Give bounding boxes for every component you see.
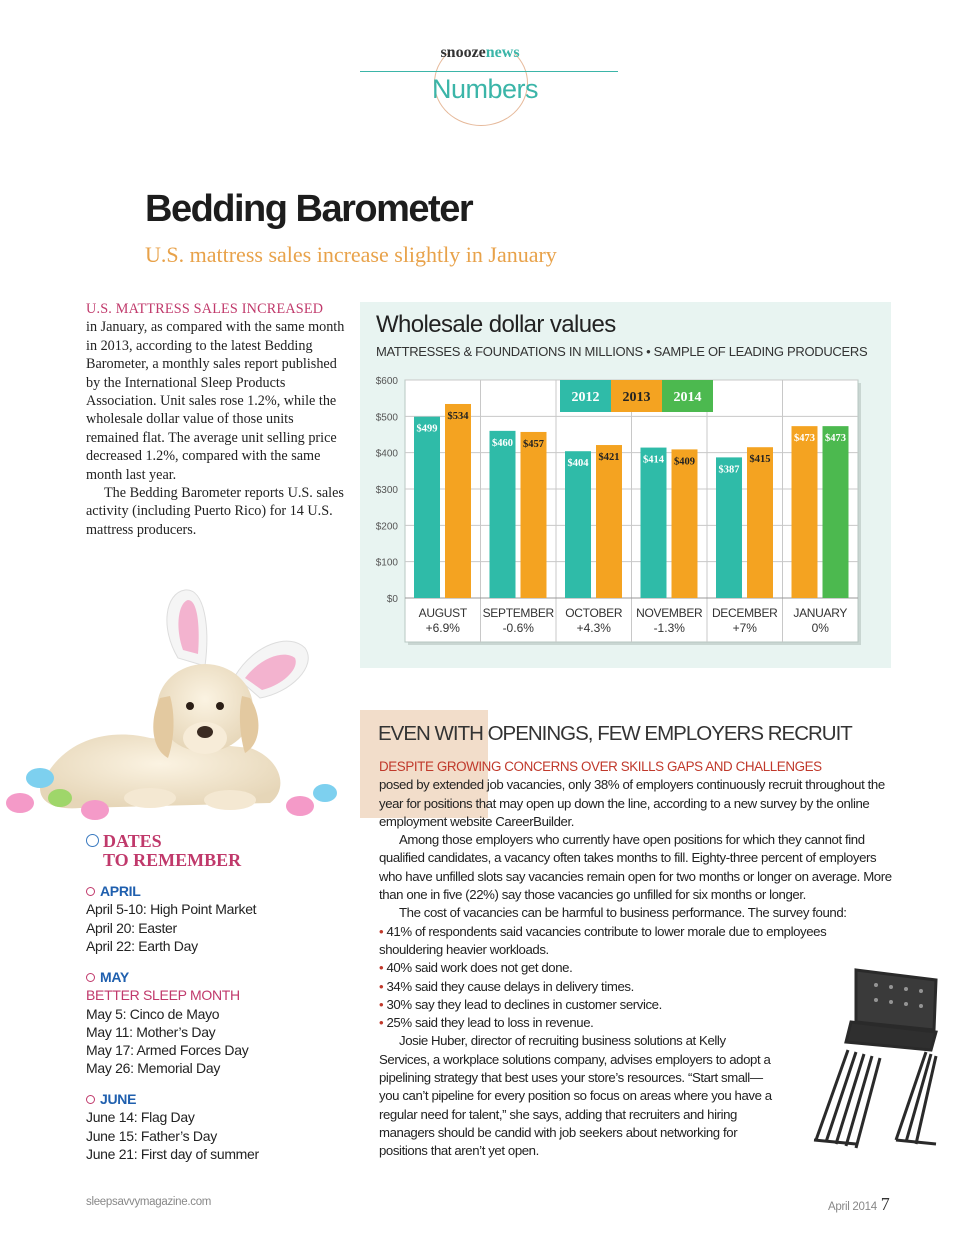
date-item: May 11: Mother’s Day — [86, 1023, 216, 1040]
may-block — [86, 968, 248, 1078]
footer-issue — [828, 1194, 890, 1215]
circle-bullet-icon — [86, 887, 95, 896]
legend-label: 2013 — [622, 390, 651, 405]
section-label: Numbers — [431, 74, 539, 104]
intro-paragraph-1 — [86, 300, 348, 484]
chart-subtitle: MATTRESSES & FOUNDATIONS IN MILLIONS • SAMPLE OF LEADING PRODUCERS — [376, 344, 868, 359]
bar-prev — [565, 451, 591, 598]
bar-value-label: $387 — [718, 464, 740, 476]
bar-value-label: $534 — [447, 410, 469, 422]
bullet-item: • 40% said work does not get done. — [379, 960, 573, 976]
bar-value-label: $409 — [674, 456, 695, 468]
page-number: 7 — [880, 1194, 890, 1214]
date-item: May 17: Armed Forces Day — [86, 1042, 249, 1059]
y-tick-label: $0 — [386, 594, 398, 605]
bar-prev — [641, 448, 667, 598]
article-title: Bedding Barometer — [145, 188, 473, 230]
dates-heading-line-1: DATES — [103, 831, 162, 851]
y-tick-label: $600 — [375, 376, 398, 387]
y-tick-label: $400 — [375, 448, 398, 460]
april-block — [86, 882, 256, 955]
brand-part-2: news — [485, 44, 520, 61]
intro-paragraph-2: The Bedding Barometer reports U.S. sales activity (including Puerto Rico) for 14 U.S. mattress producers. — [86, 485, 344, 538]
x-change-label: +6.9% — [425, 621, 460, 635]
x-category-label: JANUARY — [793, 606, 848, 620]
bar-prev — [490, 431, 516, 598]
bar-value-label: $421 — [598, 452, 620, 464]
y-tick-label: $100 — [375, 557, 398, 569]
y-tick-label: $200 — [375, 521, 398, 533]
puppy-with-bunny-ears-illustration — [0, 588, 345, 828]
bar-value-label: $460 — [492, 437, 513, 449]
brand-part-1: snooze — [440, 44, 486, 61]
bar-value-label: $473 — [825, 433, 846, 445]
date-item: April 22: Earth Day — [86, 937, 198, 954]
bar-value-label: $404 — [567, 458, 589, 470]
bar-value-label: $414 — [643, 454, 664, 466]
date-item: April 5-10: High Point Market — [86, 901, 257, 918]
date-item: June 14: Flag Day — [86, 1109, 195, 1126]
bar-current — [672, 449, 698, 598]
bar-current — [823, 426, 849, 598]
recruit-paragraph-3: The cost of vacancies can be harmful to business performance. The survey found: — [399, 905, 847, 921]
bar-prev — [716, 457, 742, 598]
recruit-lead: DESPITE GROWING CONCERNS OVER SKILLS GAPS AND CHALLENGES — [379, 759, 822, 774]
issue-date: April 2014 — [828, 1201, 877, 1213]
masthead-brand — [0, 44, 960, 62]
bullet-item: • 34% said they cause delays in delivery times. — [379, 978, 634, 994]
bar-current — [596, 445, 622, 598]
bullet-item: • 25% said they lead to loss in revenue. — [379, 1015, 594, 1031]
bar-current — [445, 404, 471, 598]
bar-value-label: $499 — [416, 423, 438, 435]
x-change-label: +4.3% — [576, 621, 611, 635]
bar-value-label: $415 — [749, 454, 771, 466]
date-item: June 21: First day of summer — [86, 1145, 259, 1162]
circle-bullet-icon — [86, 973, 95, 982]
legend-label: 2014 — [673, 390, 702, 405]
recruit-paragraph-4: Josie Huber, director of recruiting business solutions at Kelly Services, a workplace solutions company, advises employers to adopt a pipelining strategy that best uses your store’s resources. “Start small—you can’t pipeline for every position so focus on areas where you have a regular need for talent,” she says, adding that recruiters and hiring managers should be candid with job seekers about networking for positions that aren’t yet open. — [379, 1033, 772, 1159]
date-item: June 15: Father’s Day — [86, 1127, 217, 1144]
bar-current — [521, 432, 547, 598]
article-subtitle: U.S. mattress sales increase slightly in January — [145, 242, 557, 267]
date-item: May 26: Memorial Day — [86, 1060, 221, 1077]
circle-bullet-icon — [86, 834, 99, 847]
recruit-paragraph-2: Among those employers who currently have open positions for which they cannot find qualified candidates, a vacancy often takes months to fill. Eighty-three percent of employers who have unfilled slots say vacancies remain open for two months or longer on average. More than one in five (22%) say those vacancies go unfilled for six months or longer. — [379, 832, 892, 903]
april-label: APRIL — [100, 883, 141, 899]
legend-label: 2012 — [571, 390, 600, 405]
x-change-label: -0.6% — [502, 621, 534, 635]
x-change-label: +7% — [732, 621, 757, 635]
bar-value-label: $473 — [794, 433, 815, 445]
bar-chart — [360, 370, 891, 650]
intro-body-1: in January, as compared with the same month in 2013, according to the latest Bedding Barometer, a monthly sales report published by the International Sleep Products Association. Unit sales rose 1.2%, while the wholesale dollar value of those units remained flat. The average unit selling price decreased 1.2%, compared with the same month last year. — [86, 319, 345, 483]
recruit-heading: EVEN WITH OPENINGS, FEW EMPLOYERS RECRUIT — [378, 722, 852, 745]
intro-lead: U.S. MATTRESS SALES INCREASED — [86, 301, 324, 317]
header-rule — [360, 71, 618, 72]
intro-text — [86, 300, 348, 539]
date-item: April 20: Easter — [86, 919, 177, 936]
dates-heading-line-2: TO REMEMBER — [103, 850, 242, 870]
x-category-label: OCTOBER — [565, 606, 623, 620]
bar-prev — [414, 417, 440, 598]
recruit-paragraph-1: posed by extended job vacancies, only 38% of employers continuously recruit throughout the year for positions that may open up down the line, according to a new survey by the online employment website CareerBuilder. — [379, 777, 885, 829]
x-category-label: NOVEMBER — [636, 606, 703, 620]
x-category-label: DECEMBER — [711, 606, 778, 620]
x-category-label: SEPTEMBER — [482, 606, 554, 620]
bar-value-label: $457 — [523, 438, 544, 450]
footer-website: sleepsavvymagazine.com — [86, 1196, 212, 1208]
bar-prev — [792, 426, 818, 598]
x-change-label: 0% — [811, 621, 829, 635]
x-change-label: -1.3% — [653, 621, 685, 635]
may-note: BETTER SLEEP MONTH — [86, 987, 240, 1004]
may-label: MAY — [100, 969, 129, 985]
bullet-item: • 41% of respondents said vacancies contribute to lower morale due to employees shouldering heavier workloads. — [379, 923, 827, 957]
dates-heading — [86, 832, 241, 870]
date-item: May 5: Cinco de Mayo — [86, 1005, 220, 1022]
chart-title: Wholesale dollar values — [376, 311, 616, 338]
june-label: JUNE — [100, 1091, 137, 1107]
bar-current — [747, 447, 773, 598]
bullet-item: • 30% say they lead to declines in customer service. — [379, 996, 662, 1012]
june-block — [86, 1090, 259, 1163]
stacked-chairs-illustration — [796, 960, 946, 1150]
circle-bullet-icon — [86, 1095, 95, 1104]
y-tick-label: $500 — [375, 412, 398, 424]
x-category-label: AUGUST — [418, 606, 467, 620]
y-tick-label: $300 — [375, 485, 398, 496]
